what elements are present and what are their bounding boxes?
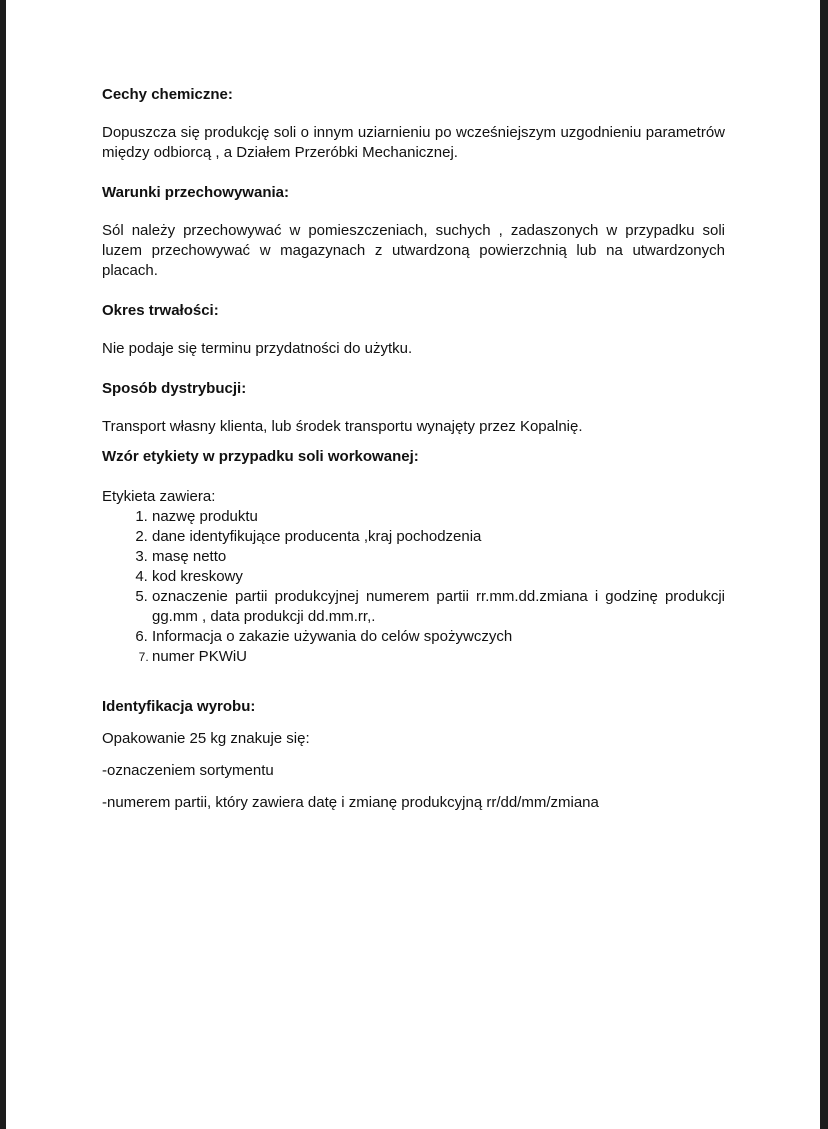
heading-storage: Warunki przechowywania: [102, 184, 289, 201]
list-item: 4. kod kreskowy [152, 567, 725, 587]
identification-line-1: Opakowanie 25 kg znakuje się: [102, 730, 310, 747]
list-item: 6. Informacja o zakazie używania do celów spożywczych [152, 627, 725, 647]
list-item: 5. oznaczenie partii produkcyjnej numerem partii rr.mm.dd.zmiana i godzinę produkcji gg.mm , data produkcji dd.mm.rr,. [152, 587, 725, 627]
identification-line-2: -oznaczeniem sortymentu [102, 762, 274, 779]
paragraph-distribution: Transport własny klienta, lub środek transportu wynajęty przez Kopalnię. [102, 418, 583, 435]
document-content [102, 85, 725, 813]
list-item: 7. numer PKWiU [152, 647, 725, 667]
paragraph-chemical: Dopuszcza się produkcję soli o innym uziarnieniu po wcześniejszym uzgodnieniu parametrów między odbiorcą , a Działem Przeróbki Mechanicznej. [102, 124, 725, 161]
label-intro: Etykieta zawiera: [102, 488, 216, 505]
list-item: 3. masę netto [152, 547, 725, 567]
paragraph-storage: Sól należy przechowywać w pomieszczeniach, suchych , zadaszonych w przypadku soli luzem przechowywać w magazynach z utwardzoną powierzchnią lub na utwardzonych placach. [102, 222, 725, 279]
list-item: 1. nazwę produktu [152, 507, 725, 527]
heading-identification: Identyfikacja wyrobu: [102, 698, 256, 715]
heading-label: Wzór etykiety w przypadku soli workowanej: [102, 448, 419, 465]
document-page [6, 0, 820, 1129]
heading-chemical: Cechy chemiczne: [102, 86, 233, 103]
identification-line-3: -numerem partii, który zawiera datę i zmianę produkcyjną rr/dd/mm/zmiana [102, 794, 599, 811]
heading-distribution: Sposób dystrybucji: [102, 380, 247, 397]
paragraph-shelf-life: Nie podaje się terminu przydatności do użytku. [102, 340, 413, 357]
label-list [102, 507, 725, 667]
heading-shelf-life: Okres trwałości: [102, 302, 219, 319]
list-item: 2. dane identyfikujące producenta ,kraj pochodzenia [152, 527, 725, 547]
